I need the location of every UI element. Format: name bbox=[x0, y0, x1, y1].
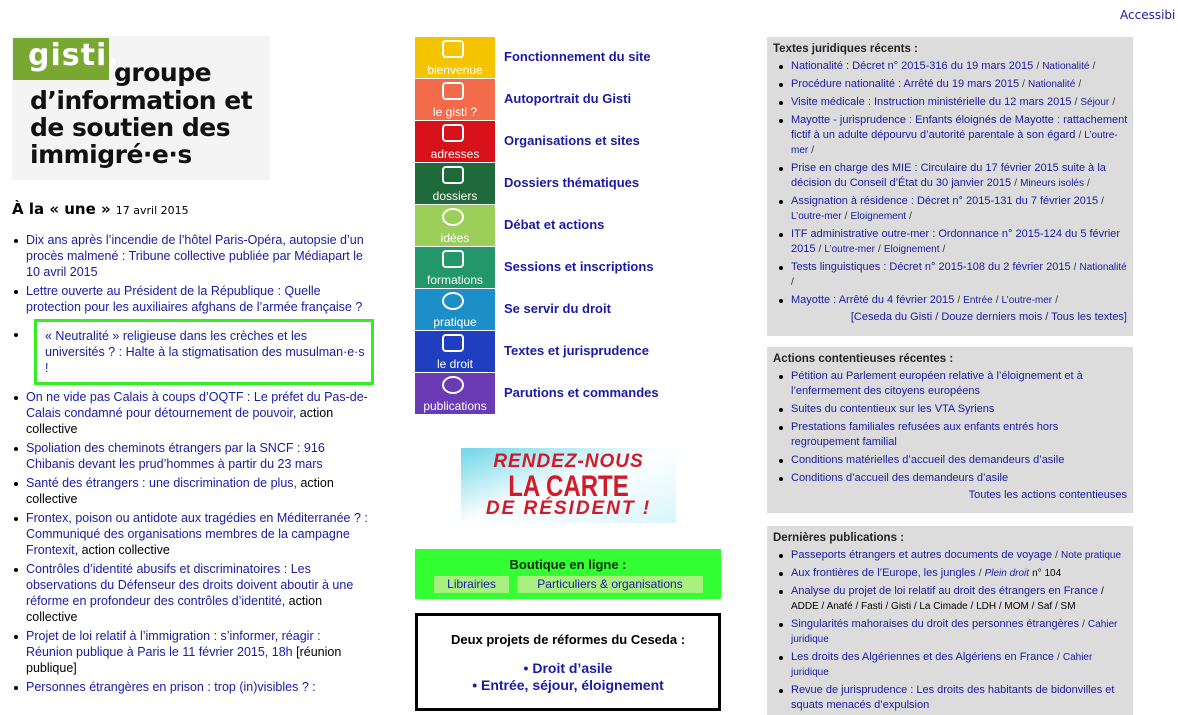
logo-line-1: groupe bbox=[114, 58, 212, 87]
action-link[interactable]: Suites du contentieux sur les VTA Syriens bbox=[791, 403, 995, 415]
gisti-icon[interactable] bbox=[415, 79, 495, 120]
shop-box bbox=[415, 549, 721, 599]
tag-link[interactable]: L’outre-mer bbox=[1001, 295, 1053, 306]
nav-link[interactable]: Parutions et commandes bbox=[504, 385, 659, 400]
carte-resident-banner[interactable] bbox=[461, 448, 676, 523]
publication-link[interactable]: Aux frontières de l’Europe, les jungles bbox=[791, 567, 976, 579]
news-link[interactable]: On ne vide pas Calais à coups d’OQTF : Le préfet du Pas-de-Calais condamné pour détournement de pouvoir, bbox=[26, 390, 368, 420]
news-item bbox=[12, 475, 368, 507]
icon-label: le droit bbox=[436, 357, 474, 371]
nav-link[interactable]: Autoportrait du Gisti bbox=[504, 91, 632, 106]
panel-actions-contentieuses bbox=[767, 347, 1133, 513]
shop-librairies-button[interactable]: Librairies bbox=[434, 576, 509, 593]
panel-textes-juridiques bbox=[767, 37, 1133, 336]
nav-link[interactable]: Dossiers thématiques bbox=[504, 175, 640, 190]
nav-bienvenue[interactable] bbox=[415, 37, 705, 78]
list-item: Les droits des Algériennes et des Algériens en France / Cahier juridique bbox=[791, 650, 1129, 680]
news-link[interactable]: Contrôles d’identité abusifs et discriminatoires : Les observations du Défenseur des droits doivent aboutir à une réforme en profondeur des contrôles d’identité, bbox=[26, 562, 354, 608]
news-tag: action collective bbox=[26, 406, 334, 436]
list-item: Mayotte - jurisprudence : Enfants éloignés de Mayotte : rattachement fictif à un adulte dépourvu d’autorité parentale à son égard / L’outre-mer / bbox=[791, 114, 1128, 156]
tag-link[interactable]: Cahier juridique bbox=[791, 652, 1093, 678]
idees-icon[interactable] bbox=[415, 205, 495, 246]
tag-link[interactable]: L’outre-mer bbox=[791, 211, 842, 222]
logo-gisti: gisti, bbox=[28, 38, 120, 73]
panel-title: Dernières publications : bbox=[773, 532, 905, 544]
news-item bbox=[12, 232, 368, 280]
reform-link-entree[interactable]: Entrée, séjour, éloignement bbox=[480, 677, 664, 693]
icon-label: publications bbox=[423, 399, 487, 413]
logo-line-2: d’information et bbox=[30, 86, 253, 115]
tag-link[interactable]: Nationalité bbox=[1028, 79, 1076, 90]
banner-line-3: DE RÉSIDENT ! bbox=[485, 498, 652, 519]
icon-label: adresses bbox=[430, 147, 480, 161]
publication-authors: / ADDE / Anafé / Fasti / Gisti / La Cimade / LDH / MOM / Saf / SM bbox=[791, 586, 1104, 612]
tag-link[interactable]: Note pratique bbox=[1061, 550, 1122, 561]
tag-link[interactable]: Cahier juridique bbox=[791, 619, 1118, 645]
reform-link-asile[interactable]: Droit d’asile bbox=[532, 660, 613, 676]
une-heading bbox=[12, 199, 189, 218]
text-link[interactable]: Assignation à résidence : Décret n° 2015-131 du 7 février 2015 bbox=[791, 195, 1099, 207]
address-card-icon bbox=[442, 124, 464, 142]
icon-label: pratique bbox=[433, 315, 477, 329]
news-tag: action collective bbox=[26, 476, 334, 506]
dossiers-icon[interactable] bbox=[415, 163, 495, 204]
text-link[interactable]: Prise en charge des MIE : Circulaire du 17 février 2015 suite à la décision du Conseil d’État du 30 janvier 2015 bbox=[791, 162, 1106, 189]
handshake-icon bbox=[442, 40, 464, 58]
tag-link[interactable]: Eloignement bbox=[850, 211, 907, 222]
nav-link[interactable]: Se servir du droit bbox=[504, 301, 611, 316]
list-item bbox=[791, 369, 1129, 399]
news-item bbox=[12, 440, 368, 472]
formations-icon[interactable] bbox=[415, 247, 495, 288]
icon-label: le gisti ? bbox=[432, 105, 478, 119]
panel-title: Actions contentieuses récentes : bbox=[773, 353, 954, 365]
tag-link[interactable]: Nationalité bbox=[1042, 61, 1090, 72]
news-item bbox=[12, 510, 368, 558]
news-tag: action collective bbox=[81, 543, 170, 557]
news-link[interactable]: Santé des étrangers : une discrimination de plus, bbox=[26, 476, 297, 490]
publication-link[interactable]: Singularités mahoraises du droit des personnes étrangères bbox=[791, 618, 1079, 630]
news-link[interactable]: Spoliation des cheminots étrangers par la SNCF : 916 Chibanis devant les prud’hommes à partir du 23 mars bbox=[26, 441, 325, 471]
tag-link[interactable]: Séjour bbox=[1080, 97, 1110, 108]
list-item: ITF administrative outre-mer : Ordonnance n° 2015-124 du 5 février 2015 / L’outre-mer / Eloignement / bbox=[791, 227, 1129, 257]
list-item: Singularités mahoraises du droit des personnes étrangères / Cahier juridique bbox=[791, 617, 1129, 647]
nav-droit[interactable] bbox=[415, 331, 705, 372]
icon-label: idées bbox=[440, 231, 470, 245]
list-item: Visite médicale : Instruction ministérielle du 12 mars 2015 / Séjour / bbox=[791, 95, 1129, 110]
tag-link[interactable]: Plein droit bbox=[984, 568, 1030, 579]
list-item: Mayotte : Arrêté du 4 février 2015 / Entrée / L’outre-mer / bbox=[791, 293, 1129, 308]
nav-idees[interactable] bbox=[415, 205, 705, 246]
logo-line-4: immigré·e·s bbox=[30, 140, 192, 169]
publication-link[interactable]: Analyse du projet de loi relatif au droit des étrangers en France bbox=[791, 585, 1098, 597]
action-link[interactable]: Pétition au Parlement européen relative à l’éloignement et à l’enfermement des citoyens européens bbox=[791, 370, 1083, 397]
list-item: Aux frontières de l’Europe, les jungles / Plein droit n° 104 bbox=[791, 566, 1129, 581]
list-item: Tests linguistiques : Décret n° 2015-108 du 2 février 2015 / Nationalité / bbox=[791, 260, 1129, 290]
nav-link[interactable]: Textes et jurisprudence bbox=[504, 343, 649, 358]
news-tag: [réunion publique] bbox=[26, 645, 342, 675]
publication-link[interactable]: Revue de jurisprudence : Les droits des habitants de bidonvilles et squats menacés d’expulsion bbox=[791, 684, 1115, 711]
icon-label: formations bbox=[426, 273, 484, 287]
news-item bbox=[12, 628, 368, 676]
pratique-icon[interactable] bbox=[415, 289, 495, 330]
lightbulb-icon bbox=[442, 208, 464, 226]
text-link[interactable]: Visite médicale : Instruction ministérielle du 12 mars 2015 bbox=[791, 96, 1072, 108]
highlight-box bbox=[34, 319, 374, 385]
une-title: À la « une » bbox=[12, 200, 111, 218]
reform-title: Deux projets de réformes du Ceseda : bbox=[450, 632, 686, 647]
nav-publications[interactable] bbox=[415, 373, 705, 414]
nav-link[interactable]: Fonctionnement du site bbox=[504, 49, 651, 64]
book-icon bbox=[442, 376, 464, 394]
text-link[interactable]: Procédure nationalité : Arrêté du 19 mars 2015 bbox=[791, 78, 1020, 90]
action-link[interactable]: Conditions matérielles d’accueil des demandeurs d’asile bbox=[791, 454, 1065, 466]
banner-line-1: RENDEZ-NOUS bbox=[493, 451, 644, 472]
gisti-logo[interactable] bbox=[12, 36, 270, 180]
text-link[interactable]: ITF administrative outre-mer : Ordonnance n° 2015-124 du 5 février 2015 bbox=[791, 228, 1121, 255]
panel-footer-link[interactable]: Toutes les actions contentieuses bbox=[968, 489, 1127, 501]
news-item bbox=[12, 561, 368, 625]
bienvenue-icon[interactable] bbox=[415, 37, 495, 78]
panel-dernieres-publications bbox=[767, 526, 1133, 715]
briefcase-icon bbox=[442, 166, 464, 184]
panel-title: Textes juridiques récents : bbox=[773, 43, 918, 55]
news-link[interactable]: Dix ans après l’incendie de l’hôtel Paris-Opéra, autopsie d’un procès malmené : Tribune collective publiée par Médiapart le 10 avril 2015 bbox=[26, 233, 364, 279]
une-date: 17 avril 2015 bbox=[115, 204, 189, 217]
list-item: Procédure nationalité : Arrêté du 19 mars 2015 / Nationalité / bbox=[791, 77, 1129, 92]
tag-link[interactable]: Entrée bbox=[963, 295, 993, 306]
icon-label: dossiers bbox=[432, 189, 478, 203]
list-item: Passeports étrangers et autres documents de voyage / Note pratique bbox=[791, 548, 1129, 563]
text-link[interactable]: Mayotte - jurisprudence : Enfants éloignés de Mayotte : rattachement fictif à un adulte dépourvu d’autorité parentale à son égard bbox=[791, 114, 1128, 141]
banner-line-2: LA CARTE bbox=[508, 470, 629, 503]
nav-formations[interactable] bbox=[415, 247, 705, 288]
list-item bbox=[791, 402, 1129, 417]
briefcase-icon bbox=[442, 250, 464, 268]
tag-link[interactable]: Mineurs isolés bbox=[1020, 178, 1084, 189]
accessibility-link[interactable]: Accessibi bbox=[1120, 8, 1176, 22]
news-list bbox=[12, 232, 368, 698]
nav-pratique[interactable] bbox=[415, 289, 705, 330]
list-item bbox=[791, 471, 1129, 486]
droit-icon[interactable] bbox=[415, 331, 495, 372]
text-link[interactable]: Tests linguistiques : Décret n° 2015-108 du 2 février 2015 bbox=[791, 261, 1071, 273]
list-item: Nationalité : Décret n° 2015-316 du 19 mars 2015 / Nationalité / bbox=[791, 59, 1129, 74]
news-link[interactable]: « Neutralité » religieuse dans les crèches et les universités ? : Halte à la stigmatisation des musulman·e·s ! bbox=[45, 329, 365, 375]
tag-link[interactable]: L’outre-mer bbox=[824, 244, 875, 255]
news-link[interactable]: Frontex, poison ou antidote aux tragédies en Méditerranée ? : Communiqué des organisations membres de la campagne Frontexit, bbox=[26, 511, 368, 557]
list-item: Prise en charge des MIE : Circulaire du 17 février 2015 suite à la décision du Conseil d’État du 30 janvier 2015 / Mineurs isolés / bbox=[791, 161, 1129, 191]
list-item bbox=[791, 420, 1129, 450]
reform-item: • Entrée, séjour, éloignement bbox=[472, 677, 664, 693]
action-link[interactable]: Conditions d’accueil des demandeurs d’asile bbox=[791, 472, 1009, 484]
list-item bbox=[791, 453, 1129, 468]
reform-item: • Droit d’asile bbox=[523, 660, 613, 676]
tag-link[interactable]: L’outre-mer bbox=[791, 130, 1118, 156]
publication-link[interactable]: Les droits des Algériennes et des Algériens en France bbox=[791, 651, 1054, 663]
text-link[interactable]: Mayotte : Arrêté du 4 février 2015 bbox=[791, 294, 955, 306]
publications-icon[interactable] bbox=[415, 373, 495, 414]
reform-box bbox=[415, 613, 721, 711]
list-item: Assignation à résidence : Décret n° 2015-131 du 7 février 2015 / L’outre-mer / Eloignement / bbox=[791, 194, 1129, 224]
text-link[interactable]: Nationalité : Décret n° 2015-316 du 19 mars 2015 bbox=[791, 60, 1034, 72]
tag-link[interactable]: Eloignement bbox=[883, 244, 940, 255]
news-item bbox=[12, 389, 368, 437]
badge-icon bbox=[442, 82, 464, 100]
news-link[interactable]: Personnes étrangères en prison : trop (in)visibles ? : bbox=[26, 680, 316, 694]
scales-icon bbox=[442, 334, 464, 352]
adresses-icon[interactable] bbox=[415, 121, 495, 162]
nav-link[interactable]: Organisations et sites bbox=[504, 133, 640, 148]
panel-footer-links[interactable]: [Ceseda du Gisti / Douze derniers mois / Tous les textes] bbox=[850, 311, 1127, 323]
tools-icon bbox=[442, 292, 464, 310]
nav-gisti[interactable] bbox=[415, 79, 705, 120]
news-tag: action collective bbox=[26, 594, 323, 624]
list-item bbox=[791, 584, 1129, 614]
tag-link[interactable]: Nationalité bbox=[1079, 262, 1127, 273]
publication-link[interactable]: Passeports étrangers et autres documents de voyage bbox=[791, 549, 1053, 561]
nav-dossiers[interactable] bbox=[415, 163, 705, 204]
nav-adresses[interactable] bbox=[415, 121, 705, 162]
shop-particuliers-button[interactable]: Particuliers & organisations bbox=[517, 576, 703, 593]
news-item bbox=[12, 283, 368, 315]
shop-title: Boutique en ligne : bbox=[509, 557, 627, 572]
news-link[interactable]: Projet de loi relatif à l’immigration : s’informer, réagir : Réunion publique à Paris le 11 février 2015, 18h bbox=[26, 629, 321, 659]
issue-number: n° 104 bbox=[1032, 568, 1062, 579]
news-item bbox=[12, 679, 368, 695]
nav-link[interactable]: Débat et actions bbox=[504, 217, 605, 232]
nav-link[interactable]: Sessions et inscriptions bbox=[504, 259, 654, 274]
news-link[interactable]: Lettre ouverte au Président de la République : Quelle protection pour les auxiliaires afghans de l’armée française ? bbox=[26, 284, 363, 314]
action-link[interactable]: Prestations familiales refusées aux enfants entrés hors regroupement familial bbox=[791, 421, 1059, 448]
news-item-highlighted bbox=[12, 319, 368, 385]
icon-label: bienvenue bbox=[427, 63, 483, 77]
list-item bbox=[791, 683, 1129, 713]
logo-line-3: de soutien des bbox=[30, 113, 231, 142]
